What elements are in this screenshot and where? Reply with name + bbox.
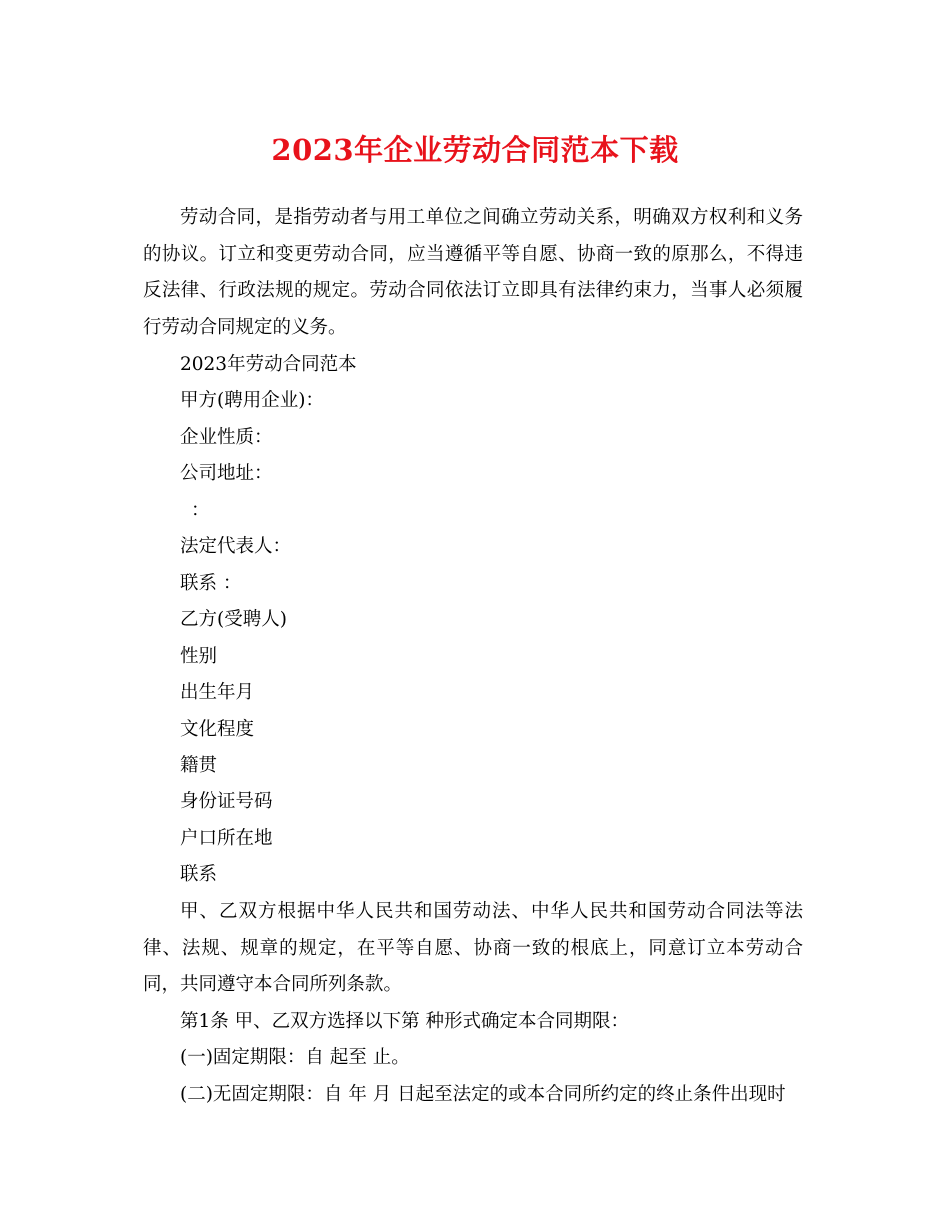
party-b-education: 文化程度 [180,719,255,740]
party-b-label: 乙方(受聘人) [180,609,287,630]
party-a-contact: 联系 ： [180,573,242,594]
agreement-paragraph: 甲、乙双方根据中华人民共和国劳动法、中华人民共和国劳动合同法等法律、法规、规章的规定，在平等自愿、协商一致的根底上，同意订立本劳动合同，共同遵守本合同所列条款。 [143,901,803,995]
party-b-native-place: 籍贯 [180,755,218,776]
article-1: 第1条 甲、乙双方选择以下第 种形式确定本合同期限： [180,1011,630,1032]
party-a-address: 公司地址： [180,463,273,484]
party-b-household: 户口所在地 [180,828,273,849]
party-b-contact: 联系 [180,864,218,885]
intro-paragraph: 劳动合同，是指劳动者与用工单位之间确立劳动关系，明确双方权利和义务的协议。订立和变更劳动合同，应当遵循平等自愿、协商一致的原那么，不得违反法律、行政法规的规定。劳动合同依法订立即具有法律约束力，当事人必须履行劳动合同规定的义务。 [143,207,803,338]
document-title: 2023年企业劳动合同范本下载 [271,133,679,167]
party-a-label: 甲方(聘用企业)： [180,390,324,411]
party-a-legal-rep: 法定代表人： [180,536,292,557]
term-fixed: (一)固定期限：自 起至 止。 [180,1047,410,1068]
party-b-id-number: 身份证号码 [180,791,273,812]
term-open: (二)无固定期限：自 年 月 日起至法定的或本合同所约定的终止条件出现时 [180,1084,786,1105]
contract-heading: 2023年劳动合同范本 [180,354,357,375]
party-b-gender: 性别 [180,646,218,667]
party-a-blank-field: ： [191,500,210,521]
party-b-birth: 出生年月 [180,682,255,703]
party-a-nature: 企业性质： [180,427,273,448]
